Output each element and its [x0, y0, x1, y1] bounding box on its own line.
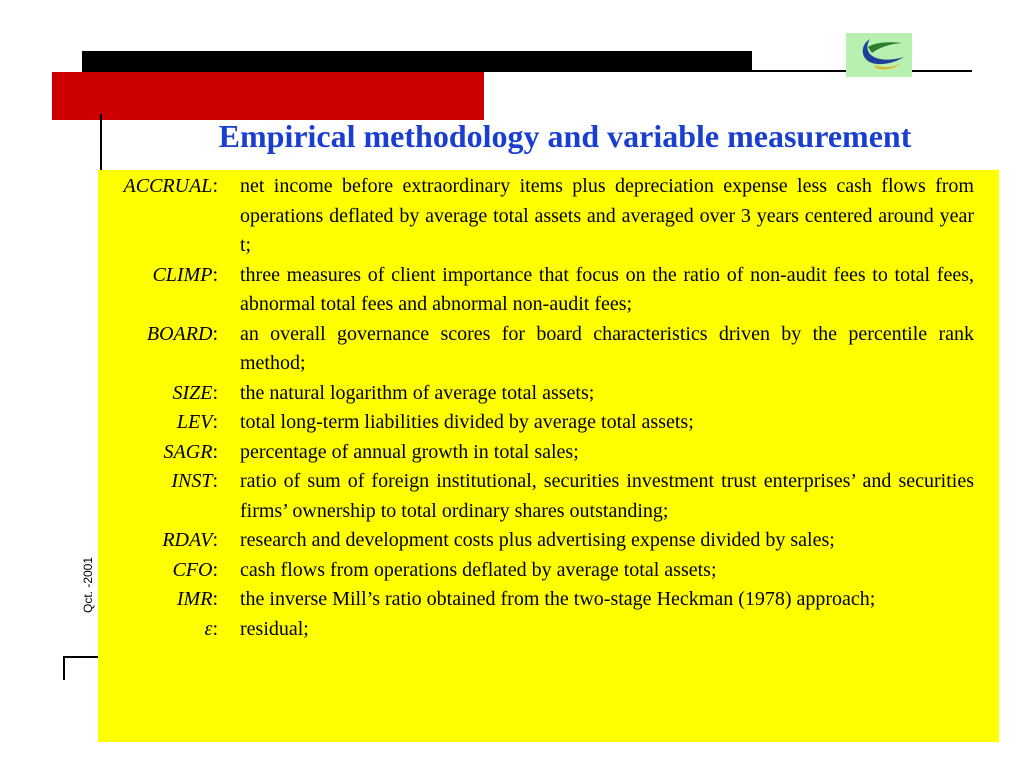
term-separator: :	[212, 322, 218, 345]
definition-description: the inverse Mill’s ratio obtained from the two-stage Heckman (1978) approach;	[240, 588, 876, 610]
definition-row	[98, 408, 999, 438]
variable-name: IMR	[176, 588, 213, 610]
definition-term	[98, 585, 218, 615]
definition-term	[98, 408, 218, 438]
term-separator: :	[212, 263, 218, 286]
variable-name: SIZE	[172, 381, 213, 404]
definition-row	[98, 261, 999, 320]
slide-date: Qct. -2001	[81, 556, 95, 614]
definition-term	[98, 556, 218, 586]
definition-row	[98, 615, 999, 645]
definition-term	[98, 261, 218, 320]
term-separator: :	[212, 175, 218, 197]
definition-row	[98, 438, 999, 468]
definition-row	[98, 320, 999, 379]
variable-name: INST	[171, 470, 213, 492]
bird-swoosh-logo-icon	[846, 33, 912, 77]
definition-description: ratio of sum of foreign institutional, securities investment trust enterprises’ and securities firms’ ownership to total ordinary shares outstanding;	[240, 470, 974, 522]
definition-description: total long-term liabilities divided by average total assets;	[240, 411, 694, 433]
definition-row	[98, 172, 999, 261]
definition-description: an overall governance scores for board characteristics driven by the percentile rank method;	[240, 322, 974, 374]
definition-description: percentage of annual growth in total sales;	[240, 440, 579, 463]
bottom-corner-horizontal-rule	[63, 656, 99, 658]
term-separator: :	[212, 529, 218, 551]
variable-name: RDAV	[162, 529, 213, 551]
bottom-corner-vertical-rule	[63, 656, 65, 680]
slide-title: Empirical methodology and variable measurement	[218, 118, 912, 154]
variable-name: ACCRUAL	[123, 175, 213, 197]
header-red-bar	[52, 72, 484, 120]
definition-term	[98, 172, 218, 261]
definition-term	[98, 526, 218, 556]
definition-row	[98, 556, 999, 586]
definition-term	[98, 467, 218, 526]
definition-description: residual;	[240, 617, 309, 640]
definition-row	[98, 526, 999, 556]
variable-name: SAGR	[163, 440, 213, 463]
logo	[846, 33, 912, 77]
variable-name: BOARD	[146, 322, 213, 345]
variable-name: CFO	[172, 558, 213, 581]
definitions-panel	[98, 170, 999, 742]
variable-name: LEV	[176, 411, 213, 433]
term-separator: :	[212, 440, 218, 463]
term-separator: :	[212, 381, 218, 404]
definition-description: cash flows from operations deflated by average total assets;	[240, 558, 717, 581]
variable-name: CLIMP	[152, 263, 213, 286]
header-black-bar	[82, 51, 752, 72]
term-separator: :	[212, 558, 218, 581]
definition-row	[98, 467, 999, 526]
definition-term	[98, 379, 218, 409]
definition-description: three measures of client importance that focus on the ratio of non-audit fees to total fees, abnormal total fees and abnormal non-audit fees;	[240, 263, 974, 315]
definitions-list	[98, 172, 999, 644]
definition-term	[98, 320, 218, 379]
term-separator: :	[212, 411, 218, 433]
definition-description: net income before extraordinary items plus depreciation expense less cash flows from operations deflated by average total assets and averaged over 3 years centered around year t;	[240, 175, 974, 256]
definition-description: research and development costs plus advertising expense divided by sales;	[240, 529, 835, 551]
definition-term	[98, 438, 218, 468]
definition-term	[98, 615, 218, 645]
term-separator: :	[212, 470, 218, 492]
term-separator: :	[212, 588, 218, 610]
definition-description: the natural logarithm of average total assets;	[240, 381, 595, 404]
variable-name: ε	[204, 617, 213, 640]
definition-row	[98, 379, 999, 409]
term-separator: :	[212, 617, 218, 640]
definition-row	[98, 585, 999, 615]
